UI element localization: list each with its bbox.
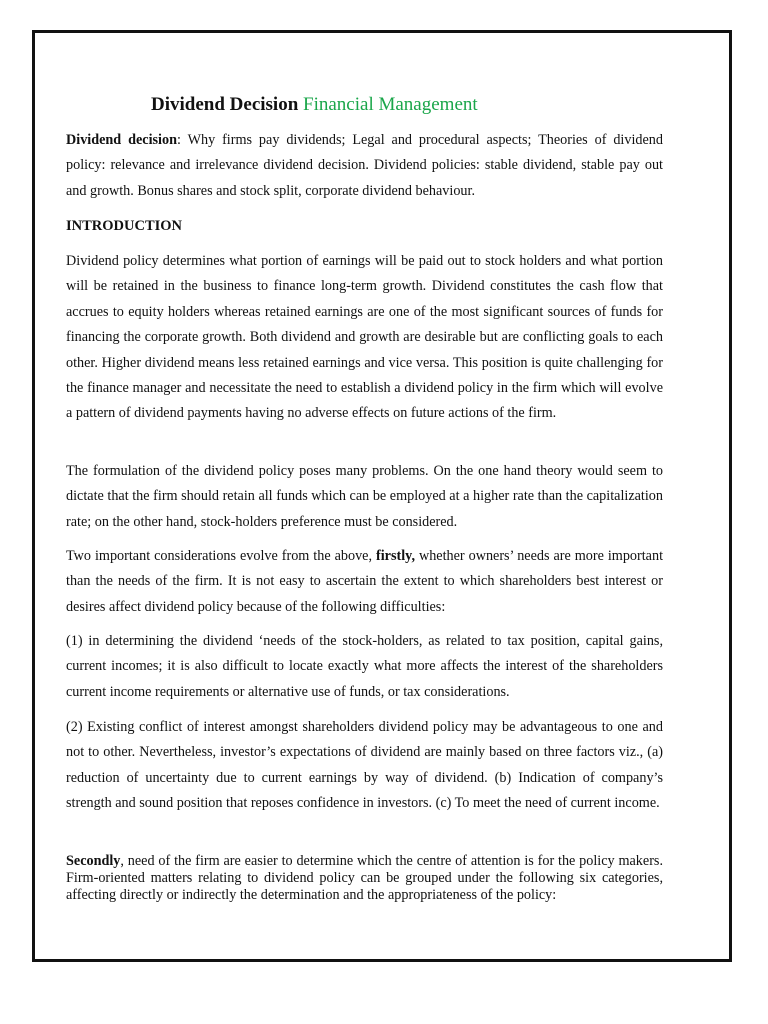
p3-after: whether owners’ needs are more important than the needs of the firm. It is not easy to ascertain the extent to which shareholders best interest or desires affect dividend policy because of the following difficulties: — [66, 548, 664, 615]
paragraph-4: (1) in determining the dividend ‘needs of the stock-holders, as related to tax position, capital gains, current incomes; it is also difficult to locate exactly what more affects the interest of the shareholders current income requirements or alternative use of funds, or tax considerations. — [66, 633, 663, 700]
p6-bold: Secondly — [66, 853, 121, 869]
page-title — [66, 93, 663, 117]
intro-paragraph — [66, 128, 663, 204]
p3-bold: firstly, — [375, 548, 415, 564]
intro-label: Dividend decision — [66, 132, 177, 148]
p6-after: , need of the firm are easier to determine which the centre of attention is for the policy makers. Firm-oriented matters relating to dividend policy can be grouped under the following six categories, affecting directly or indirectly the determination and the appropriateness of the policy: — [66, 853, 663, 903]
intro-text: : Why firms pay dividends; Legal and procedural aspects; Theories of dividend policy: relevance and irrelevance dividend decision. Dividend policies: stable dividend, stable pay out and growth. Bonus shares and stock split, corporate dividend behaviour. — [66, 132, 663, 199]
section-heading: INTRODUCTION — [66, 218, 183, 234]
paragraph-3 — [66, 544, 663, 620]
title-accent: Financial Management — [303, 94, 478, 115]
paragraph-2: The formulation of the dividend policy poses many problems. On the one hand theory would seem to dictate that the firm should retain all funds which can be employed at a higher rate than the capitalization rate; on the other hand, stock-holders preference must be considered. — [66, 463, 663, 530]
title-main: Dividend Decision — [151, 94, 299, 115]
paragraph-5: (2) Existing conflict of interest amongst shareholders dividend policy may be advantageous to one and not to other. Nevertheless, investor’s expectations of dividend are mainly based on three factors viz., (a) reduction of uncertainty due to current earnings by way of dividend. (b) Indication of company’s strength and sound position that reposes confidence in investors. (c) To meet the need of current income. — [66, 719, 663, 812]
p3-before: Two important considerations evolve from the above, — [66, 548, 376, 564]
paragraph-6 — [66, 853, 663, 904]
paragraph-1: Dividend policy determines what portion of earnings will be paid out to stock holders and what portion will be retained in the business to finance long-term growth. Dividend constitutes the cash flow that accrues to equity holders whereas retained earnings are one of the most significant sources of funds for financing the corporate growth. Both dividend and growth are desirable but are conflicting goals to each other. Higher dividend means less retained earnings and vice versa. This position is quite challenging for the finance manager and necessitate the need to establish a dividend policy in the firm which will evolve a pattern of dividend payments having no adverse effects on future actions of the firm. — [66, 253, 663, 422]
document-body — [66, 30, 663, 962]
